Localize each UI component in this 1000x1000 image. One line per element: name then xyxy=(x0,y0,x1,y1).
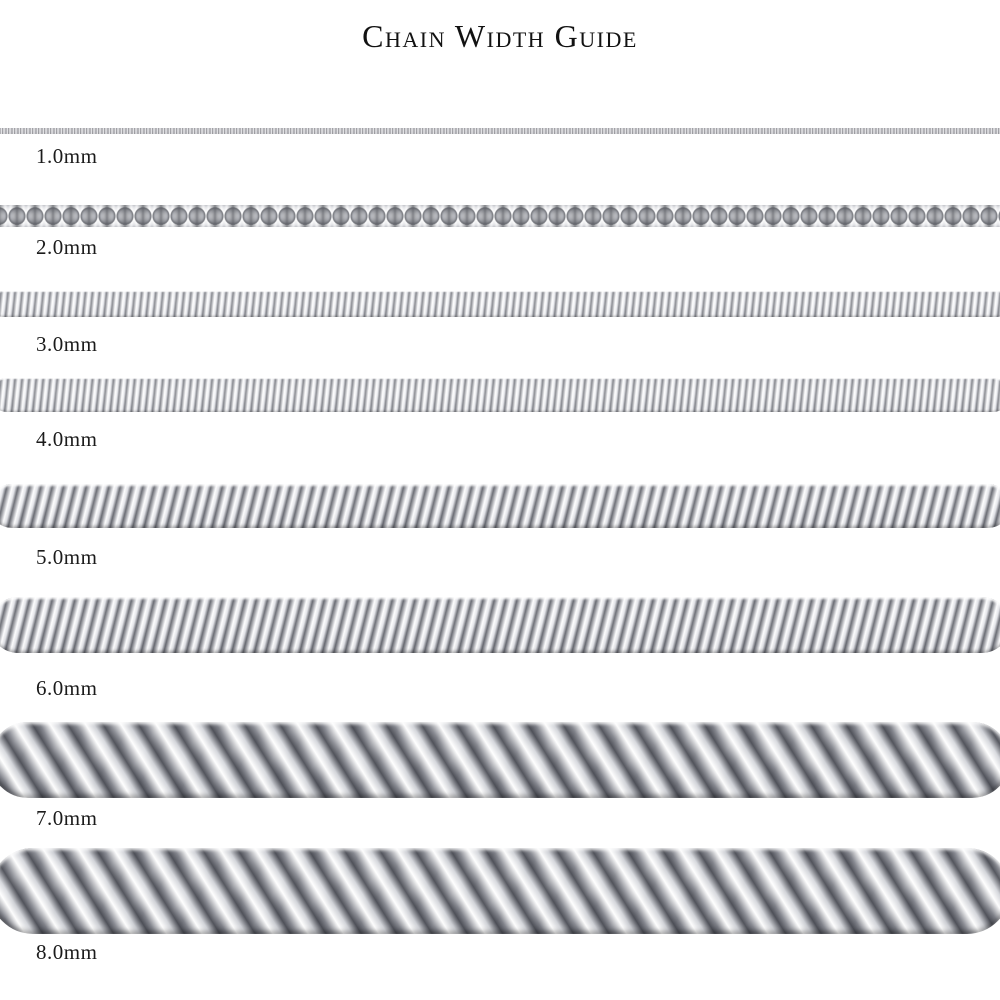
chain-sample xyxy=(0,128,1000,134)
chain-sample xyxy=(0,597,1000,653)
chain-sample xyxy=(0,848,1000,934)
chain-graphic xyxy=(0,205,1000,227)
chain-graphic xyxy=(0,291,1000,317)
chain-width-label: 2.0mm xyxy=(36,235,98,259)
chain-width-label: 1.0mm xyxy=(36,144,98,168)
chain-sample xyxy=(0,484,1000,528)
chain-width-label: 7.0mm xyxy=(36,806,98,830)
chain-sample xyxy=(0,722,1000,798)
chain-graphic xyxy=(0,484,1000,528)
chain-sample xyxy=(0,291,1000,317)
chain-sample xyxy=(0,378,1000,412)
chain-width-label: 5.0mm xyxy=(36,545,98,569)
chain-graphic xyxy=(0,128,1000,134)
chain-graphic xyxy=(0,378,1000,412)
chain-graphic xyxy=(0,722,1000,798)
chain-width-label: 8.0mm xyxy=(36,940,98,964)
chain-width-label: 6.0mm xyxy=(36,676,98,700)
chain-graphic xyxy=(0,848,1000,934)
chain-width-label: 4.0mm xyxy=(36,427,98,451)
chain-sample xyxy=(0,205,1000,227)
chain-width-label: 3.0mm xyxy=(36,332,98,356)
page-title: Chain Width Guide xyxy=(362,18,638,54)
chain-graphic xyxy=(0,597,1000,653)
